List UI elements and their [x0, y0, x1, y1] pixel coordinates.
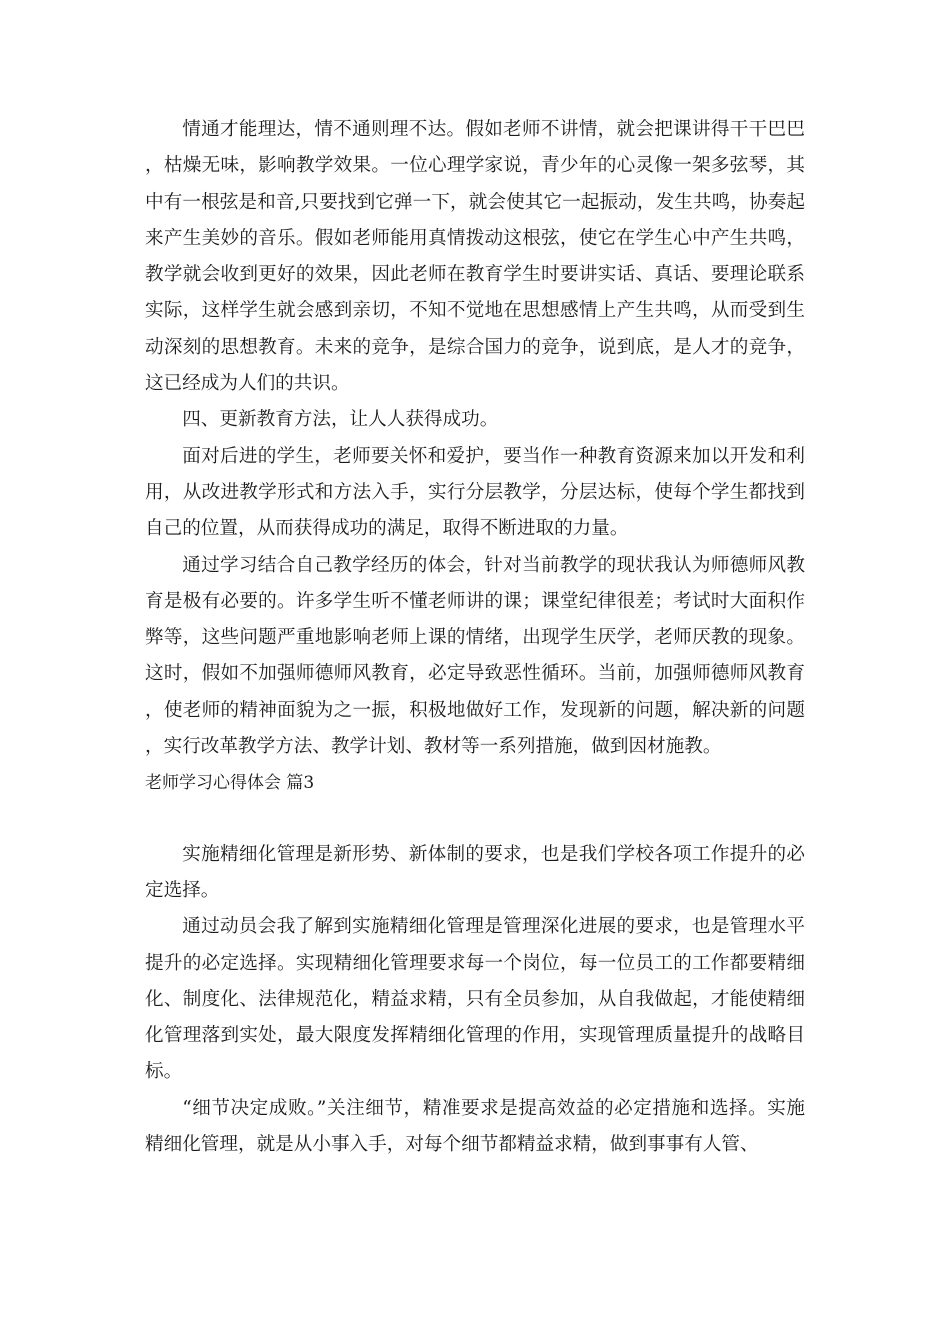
body-paragraph: 通过动员会我了解到实施精细化管理是管理深化进展的要求，也是管理水平提升的必定选择。实现精细化管理要求每一个岗位，每一位员工的工作都要精细化、制度化、法律规范化，精益求精，只有全员参加，从自我做起，才能使精细化管理落到实处，最大限度发挥精细化管理的作用，实现管理质量提升的战略目标。: [145, 916, 805, 1083]
body-paragraph: 情通才能理达，情不通则理不达。假如老师不讲情，就会把课讲得干干巴巴，枯燥无味，影响教学效果。一位心理学家说，青少年的心灵像一架多弦琴，其中有一根弦是和音,只要找到它弹一下，就会使其它一起振动，发生共鸣，协奏起来产生美妙的音乐。假如老师能用真情拨动这根弦，使它在学生心中产生共鸣，教学就会收到更好的效果，因此老师在教育学生时要讲实话、真话、要理论联系实际，这样学生就会感到亲切，不知不觉地在思想感情上产生共鸣，从而受到生动深刻的思想教育。未来的竞争，是综合国力的竞争，说到底，是人才的竞争，这已经成为人们的共识。: [145, 119, 805, 395]
body-paragraph: 通过学习结合自己教学经历的体会，针对当前教学的现状我认为师德师风教育是极有必要的。许多学生听不懂老师讲的课；课堂纪律很差；考试时大面积作弊等，这些问题严重地影响老师上课的情绪，出现学生厌学，老师厌教的现象。这时，假如不加强师德师风教育，必定导致恶性循环。当前，加强师德师风教育，使老师的精神面貌为之一振，积极地做好工作，发现新的问题，解决新的问题，实行改革教学方法、教学计划、教材等一系列措施，做到因材施教。: [145, 554, 805, 758]
section-subheading: 四、更新教育方法，让人人获得成功。: [182, 409, 499, 431]
body-paragraph: “细节决定成败。”关注细节，精准要求是提高效益的必定措施和选择。实施精细化管理，就是从小事入手，对每个细节都精益求精，做到事事有人管、: [145, 1097, 805, 1156]
body-paragraph: 面对后进的学生，老师要关怀和爱护，要当作一种教育资源来加以开发和利用，从改进教学形式和方法入手，实行分层教学，分层达标，使每个学生都找到自己的位置，从而获得成功的满足，取得不断进取的力量。: [145, 445, 805, 540]
body-paragraph: 实施精细化管理是新形势、新体制的要求，也是我们学校各项工作提升的必定选择。: [145, 843, 805, 901]
section-heading: 老师学习心得体会 篇3: [145, 773, 315, 794]
document-page: [145, 112, 805, 1163]
